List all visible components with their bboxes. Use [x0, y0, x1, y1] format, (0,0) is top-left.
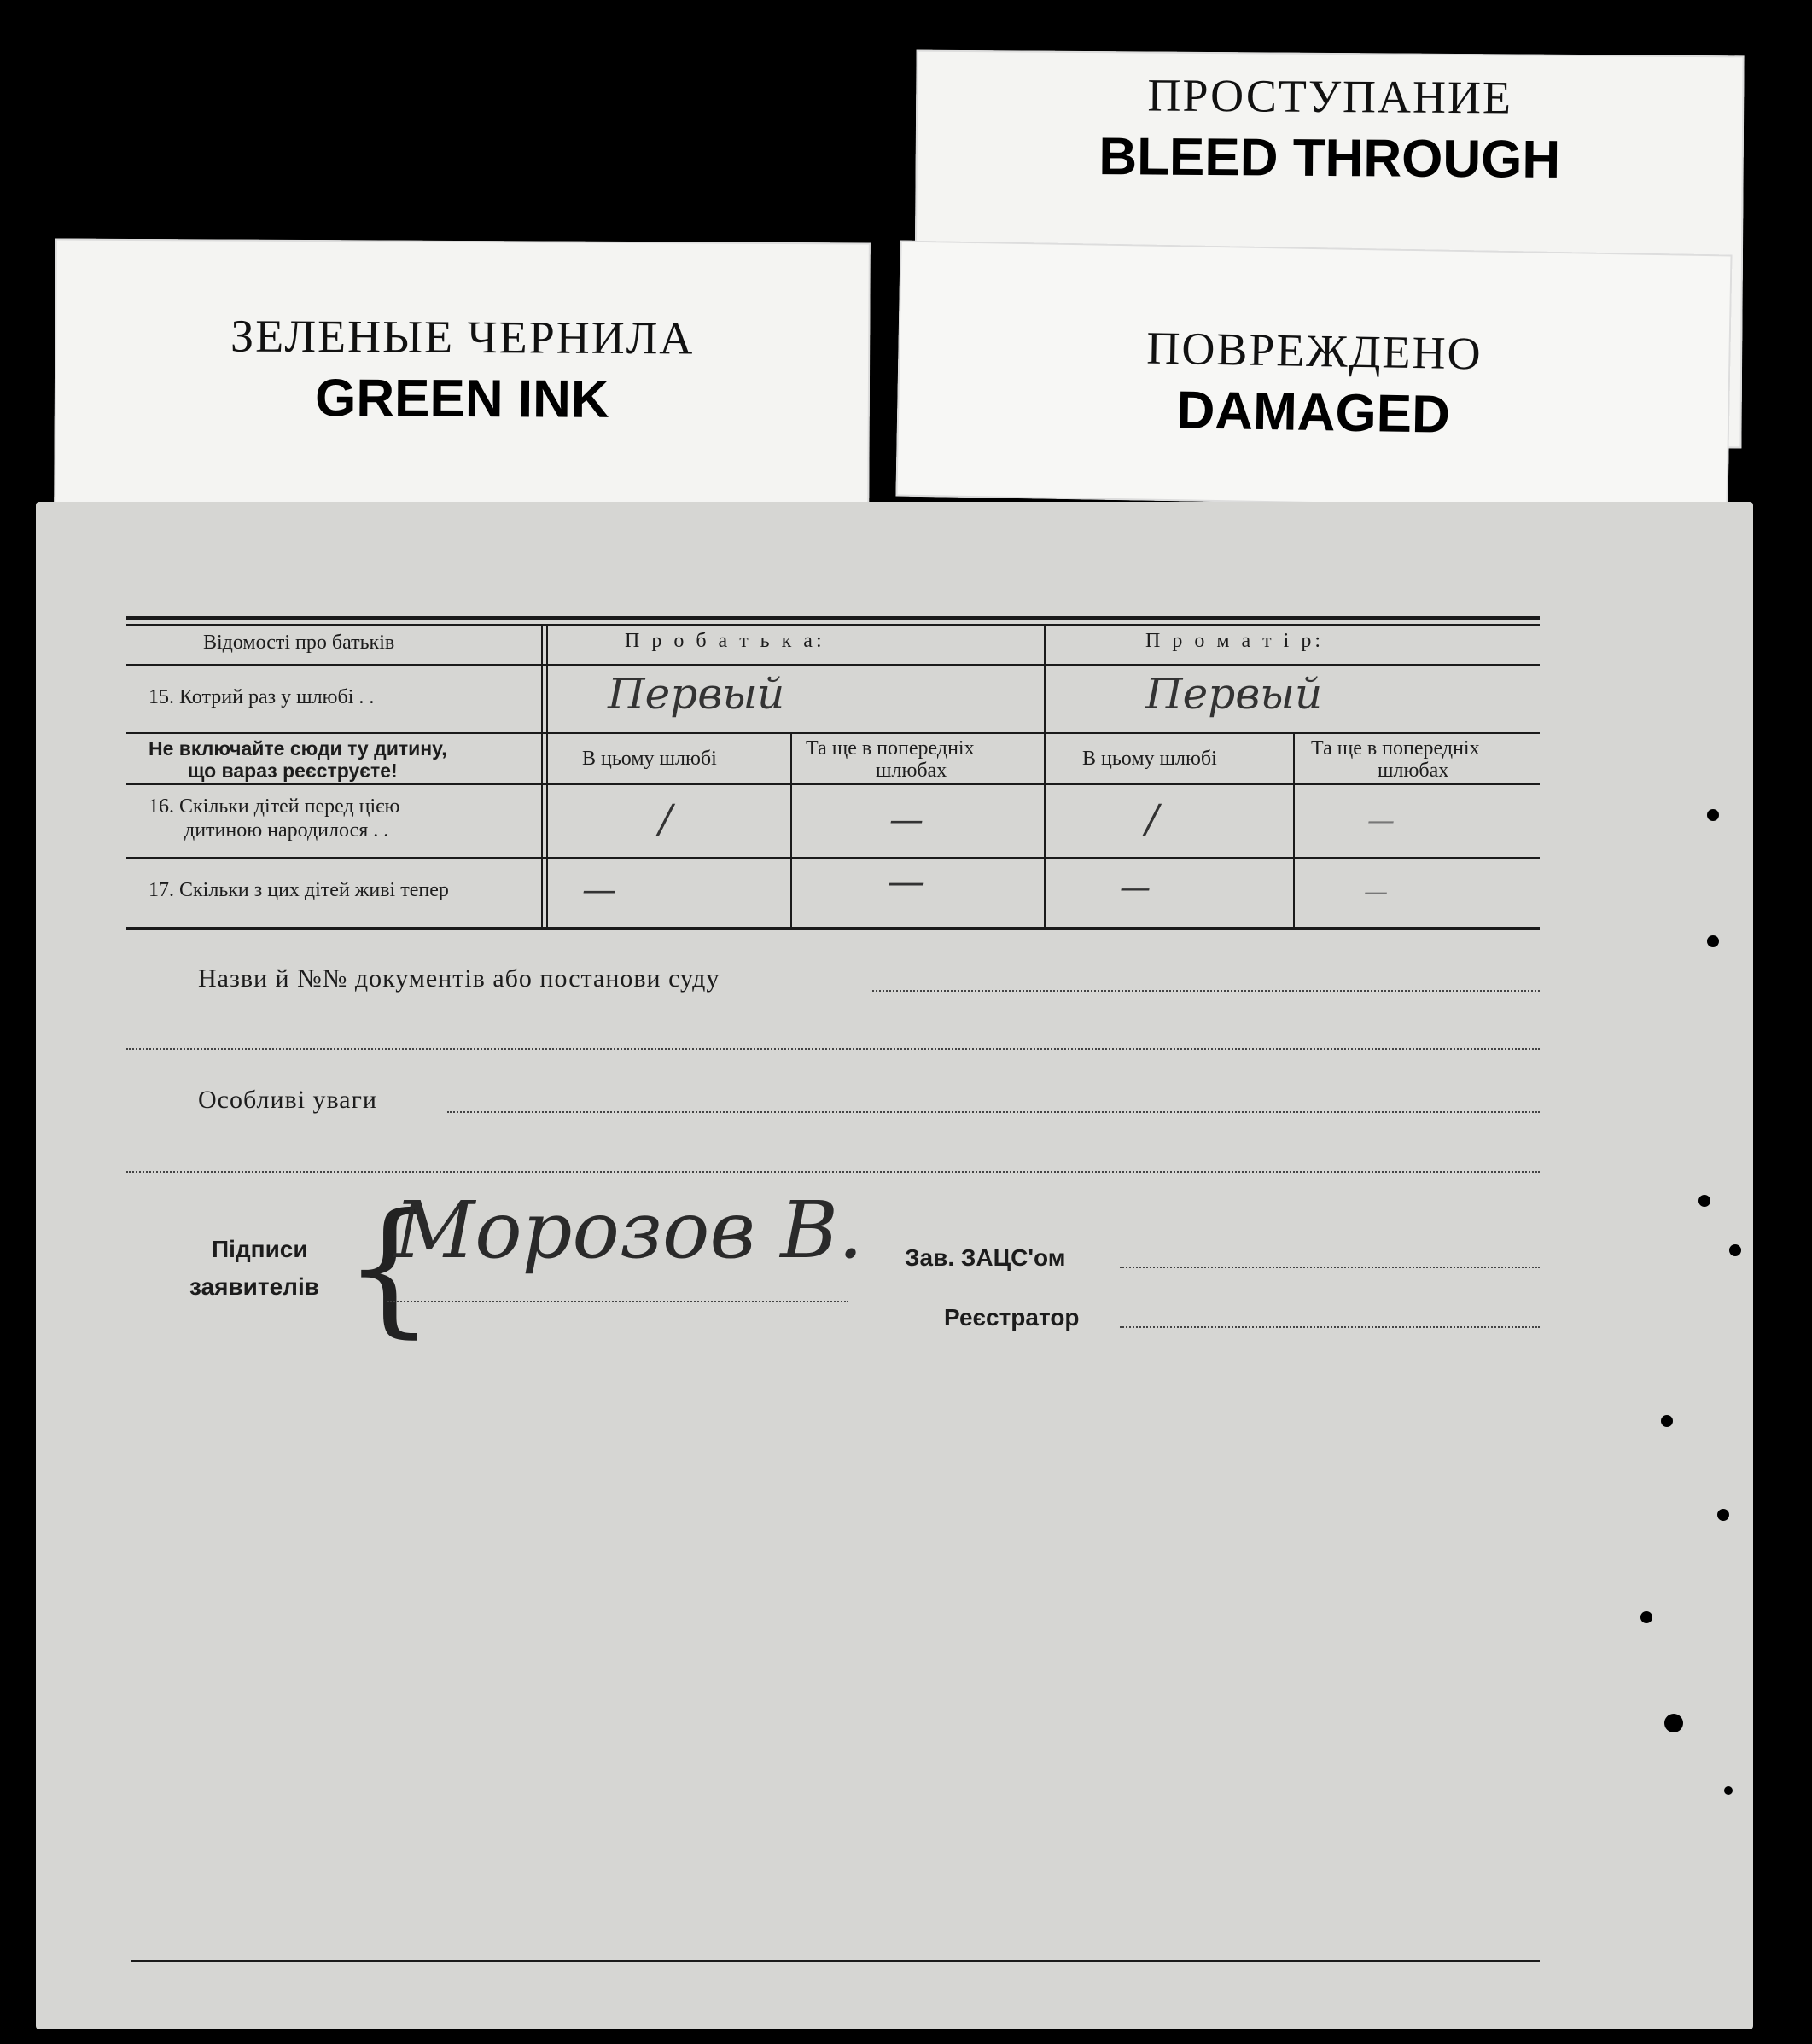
- bleed-through-ru: ПРОСТУПАНИЕ: [1147, 69, 1513, 124]
- applicant-signature: Морозов В.: [394, 1185, 864, 1276]
- green-ink-en: GREEN INK: [314, 369, 609, 429]
- registrar-label: Реєстратор: [944, 1304, 1080, 1331]
- note-line2: що вараз реєструєте!: [188, 760, 398, 782]
- row17-value-1: —: [582, 871, 616, 910]
- mother-this-marriage: В цьому шлюбі: [1082, 748, 1217, 770]
- mother-prev-line1: Та ще в попередніх: [1311, 737, 1480, 760]
- row16-value-4: —: [1367, 804, 1395, 836]
- green-ink-ru: ЗЕЛЕНЫЕ ЧЕРНИЛА: [230, 310, 695, 364]
- header-father: П р о б а т ь к а:: [625, 630, 825, 652]
- document-sheet: [36, 502, 1753, 2029]
- row-divider: [126, 732, 1540, 734]
- col-divider: [790, 732, 792, 929]
- documents-line: [872, 990, 1540, 992]
- head-label: Зав. ЗАЦС'ом: [905, 1244, 1066, 1271]
- damaged-card: [895, 241, 1732, 511]
- signatures-line2: заявителів: [189, 1273, 319, 1300]
- damaged-en: DAMAGED: [1175, 381, 1451, 445]
- row16-value-2: —: [889, 801, 923, 840]
- remarks-line-2: [126, 1171, 1540, 1173]
- row17-label: 17. Скільки з цих дітей живі тепер: [149, 879, 449, 901]
- row15-label: 15. Котрий раз у шлюбі . .: [149, 686, 375, 708]
- header-mother: П р о м а т і р:: [1145, 630, 1324, 652]
- documents-label: Назви й №№ документів або постанови суду: [198, 964, 720, 993]
- binding-hole: [1707, 809, 1719, 821]
- col-divider: [1293, 732, 1295, 929]
- table-top-rule: [126, 616, 1540, 620]
- binding-hole: [1664, 1714, 1683, 1732]
- green-ink-card: [54, 239, 871, 516]
- father-prev-line1: Та ще в попередніх: [806, 737, 975, 760]
- signatures-line1: Підписи: [212, 1236, 308, 1262]
- row16-value-1: /: [659, 795, 673, 841]
- bottom-rule: [131, 1960, 1540, 1962]
- remarks-label: Особливі уваги: [198, 1086, 377, 1114]
- binding-hole: [1724, 1786, 1733, 1795]
- damaged-ru: ПОВРЕЖДЕНО: [1145, 322, 1483, 380]
- row16-line1: 16. Скільки дітей перед цією: [149, 795, 400, 818]
- binding-hole: [1640, 1611, 1652, 1623]
- row16-value-3: /: [1145, 795, 1159, 841]
- remarks-line: [447, 1111, 1540, 1113]
- head-signature-line: [1120, 1267, 1540, 1268]
- father-this-marriage: В цьому шлюбі: [582, 748, 717, 770]
- note-line1: Не включайте сюди ту дитину,: [149, 737, 447, 760]
- row-divider: [126, 664, 1540, 666]
- table-top-rule-thin: [126, 624, 1540, 626]
- binding-hole: [1698, 1195, 1710, 1207]
- row17-value-3: —: [1120, 871, 1151, 906]
- bleed-through-en: BLEED THROUGH: [1098, 127, 1561, 189]
- father-prev-line2: шлюбах: [876, 760, 947, 782]
- binding-hole: [1661, 1415, 1673, 1427]
- row17-value-4: —: [1364, 877, 1388, 906]
- binding-hole: [1717, 1509, 1729, 1521]
- row-divider: [126, 783, 1540, 785]
- documents-line-2: [126, 1048, 1540, 1050]
- binding-hole: [1729, 1244, 1741, 1256]
- row16-line2: дитиною народилося . .: [184, 819, 389, 841]
- col-divider: [1044, 626, 1046, 929]
- col-divider: [546, 626, 548, 929]
- row15-mother-value: Первый: [1145, 669, 1323, 719]
- signature-line-2: [387, 1301, 848, 1302]
- row17-value-2: —: [888, 860, 925, 904]
- row-divider: [126, 857, 1540, 859]
- signatures-brace: {: [343, 1183, 436, 1352]
- mother-prev-line2: шлюбах: [1378, 760, 1449, 782]
- registrar-signature-line: [1120, 1326, 1540, 1328]
- col-divider: [541, 626, 543, 929]
- header-parents: Відомості про батьків: [203, 632, 395, 654]
- table-bottom-rule: [126, 927, 1540, 930]
- row15-father-value: Первый: [608, 669, 785, 719]
- binding-hole: [1707, 935, 1719, 947]
